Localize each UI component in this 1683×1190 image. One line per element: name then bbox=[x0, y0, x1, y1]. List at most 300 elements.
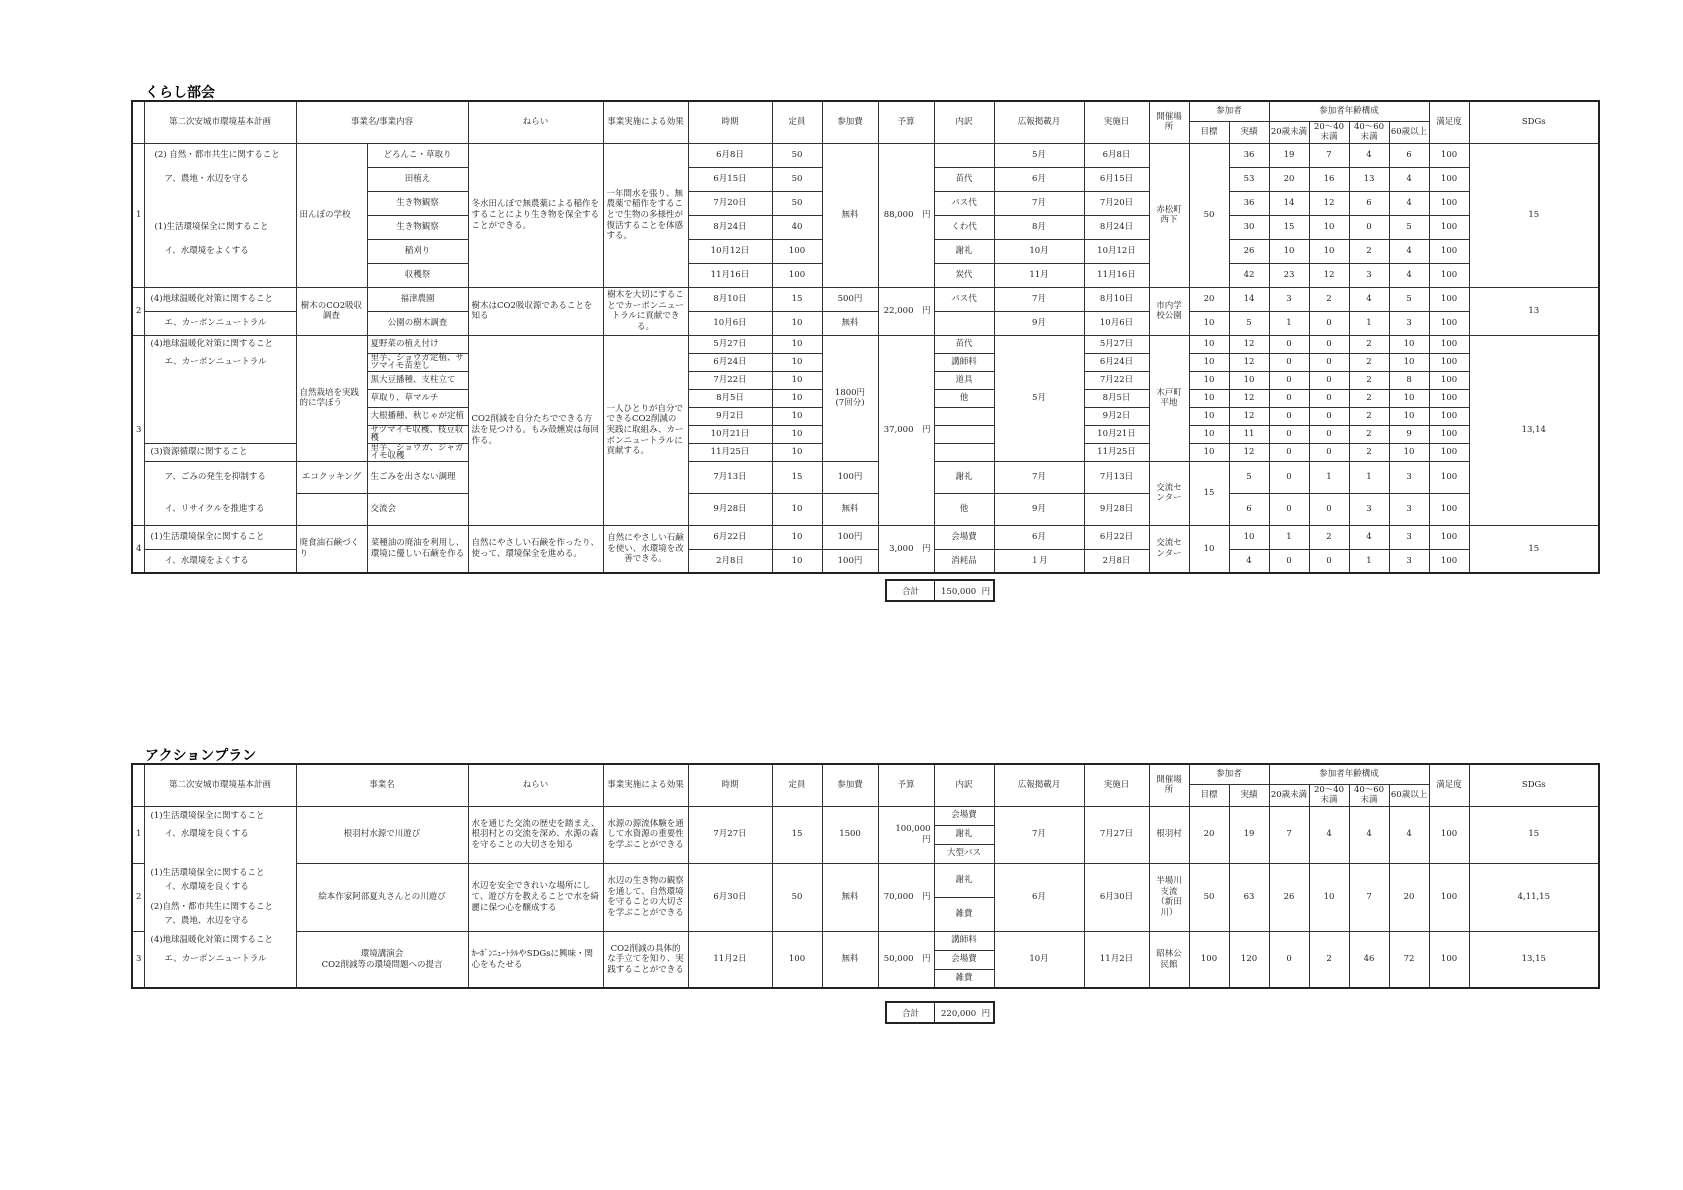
capacity-cell: 50 bbox=[772, 143, 822, 167]
age-cell: 0 bbox=[1269, 353, 1309, 371]
age-cell: 6 bbox=[1349, 191, 1389, 215]
satisfaction-cell: 100 bbox=[1429, 493, 1469, 525]
age-cell: 3 bbox=[1349, 493, 1389, 525]
detail-cell: 消耗品 bbox=[934, 549, 994, 573]
target-cell: 10 bbox=[1189, 371, 1229, 389]
sub-item: 交流会 bbox=[367, 493, 468, 525]
plan-cell: (4)地球温暖化対策に関すること bbox=[144, 335, 296, 353]
target-header: 目標 bbox=[1189, 121, 1229, 143]
total-value: 220,000 円 bbox=[935, 1002, 995, 1023]
age-cell: 1 bbox=[1269, 311, 1309, 335]
capacity-cell: 100 bbox=[772, 931, 822, 988]
age-cell: 4 bbox=[1349, 525, 1389, 549]
target-cell: 50 bbox=[1189, 863, 1229, 931]
section-title-kurashi: くらし部会 bbox=[145, 85, 215, 101]
row-number: 3 bbox=[132, 335, 144, 525]
fee-cell: 1800円 (7回分) bbox=[822, 335, 878, 461]
sdgs-cell: 13,15 bbox=[1469, 931, 1599, 988]
age-cell: 13 bbox=[1349, 167, 1389, 191]
age-cell: 16 bbox=[1309, 167, 1349, 191]
satisfaction-cell: 100 bbox=[1429, 215, 1469, 239]
table-row bbox=[132, 287, 1599, 311]
target-cell: 10 bbox=[1189, 311, 1229, 335]
age-cell: 2 bbox=[1309, 525, 1349, 549]
actual-cell: 6 bbox=[1229, 493, 1269, 525]
period-header: 時期 bbox=[688, 764, 772, 806]
period-cell: 8月10日 bbox=[688, 287, 772, 311]
pr-month-cell: 7月 bbox=[994, 287, 1084, 311]
detail-cell bbox=[934, 311, 994, 335]
budget-header: 予算 bbox=[878, 764, 934, 806]
participants-header: 参加者 bbox=[1189, 764, 1269, 784]
satisfaction-cell: 100 bbox=[1429, 549, 1469, 573]
sdgs-cell: 15 bbox=[1469, 525, 1599, 573]
fee-cell: 1500 bbox=[822, 806, 878, 863]
plan-cell bbox=[144, 371, 296, 389]
plan-cell bbox=[144, 425, 296, 443]
aim-header: ねらい bbox=[468, 101, 603, 143]
effect-cell: 樹木を大切にすることでカーボンニュートラルに貢献できる。 bbox=[603, 287, 688, 335]
project-name: 廃食油石鹸づくり bbox=[296, 525, 367, 573]
plan-line: (1)生活環境保全に関すること bbox=[150, 867, 265, 878]
budget-cell: 88,000 円 bbox=[878, 143, 934, 287]
age-cell: 10 bbox=[1389, 389, 1429, 407]
age-cell: 0 bbox=[1269, 389, 1309, 407]
detail-cell: 謝礼 bbox=[934, 239, 994, 263]
detail-cell: 苗代 bbox=[934, 167, 994, 191]
age-cell: 0 bbox=[1309, 493, 1349, 525]
fee-cell: 100円 bbox=[822, 549, 878, 573]
age-cell: 0 bbox=[1309, 407, 1349, 425]
plan-cell: (3)資源循環に関すること bbox=[144, 443, 296, 461]
period-cell: 7月20日 bbox=[688, 191, 772, 215]
effect-header: 事業実施による効果 bbox=[603, 764, 688, 806]
age-cell: 0 bbox=[1269, 425, 1309, 443]
period-cell: 5月27日 bbox=[688, 335, 772, 353]
place-cell: 木戸町平地 bbox=[1149, 335, 1189, 461]
age-cell: 1 bbox=[1349, 549, 1389, 573]
age-cell: 3 bbox=[1389, 525, 1429, 549]
date-cell: 6月8日 bbox=[1084, 143, 1149, 167]
age-cell: 7 bbox=[1349, 863, 1389, 931]
target-cell: 50 bbox=[1189, 143, 1229, 287]
period-cell: 8月24日 bbox=[688, 215, 772, 239]
period-cell: 11月25日 bbox=[688, 443, 772, 461]
age-cell: 10 bbox=[1389, 353, 1429, 371]
age-cell: 14 bbox=[1269, 191, 1309, 215]
age-cell: 4 bbox=[1389, 263, 1429, 287]
action-total bbox=[885, 1001, 995, 1024]
period-cell: 6月15日 bbox=[688, 167, 772, 191]
age-cell: 4 bbox=[1349, 287, 1389, 311]
place-header: 開催場所 bbox=[1149, 764, 1189, 806]
capacity-cell: 15 bbox=[772, 806, 822, 863]
plan-cell bbox=[144, 263, 296, 287]
place-header: 開催場所 bbox=[1149, 101, 1189, 143]
plan-line: ア、農地、水辺を守る bbox=[164, 916, 249, 927]
plan-cell: エ、カーボンニュートラル bbox=[144, 950, 296, 969]
plan-cell bbox=[144, 897, 296, 931]
age-cell: 2 bbox=[1349, 407, 1389, 425]
sub-item: 黒大豆播種、支柱立て bbox=[367, 371, 468, 389]
plan-cell: (4)地球温暖化対策に関すること bbox=[144, 931, 296, 950]
actual-cell: 12 bbox=[1229, 335, 1269, 353]
fee-cell: 500円 bbox=[822, 287, 878, 311]
sub-item: 収穫祭 bbox=[367, 263, 468, 287]
date-header: 実施日 bbox=[1084, 101, 1149, 143]
age-cell: 4 bbox=[1349, 143, 1389, 167]
age-cell: 1 bbox=[1269, 525, 1309, 549]
target-cell: 15 bbox=[1189, 461, 1229, 525]
satisfaction-cell: 100 bbox=[1429, 461, 1469, 493]
actual-cell: 12 bbox=[1229, 353, 1269, 371]
name-header: 事業名 bbox=[296, 764, 468, 806]
satisfaction-cell: 100 bbox=[1429, 443, 1469, 461]
detail-cell: 謝礼 bbox=[934, 863, 994, 897]
capacity-cell: 10 bbox=[772, 493, 822, 525]
pr-month-cell: 9月 bbox=[994, 311, 1084, 335]
age-cell: 2 bbox=[1349, 335, 1389, 353]
age-cell: 0 bbox=[1269, 461, 1309, 493]
satisfaction-cell: 100 bbox=[1429, 371, 1469, 389]
date-cell: 10月6日 bbox=[1084, 311, 1149, 335]
age-cell: 2 bbox=[1349, 239, 1389, 263]
project-name bbox=[296, 493, 367, 525]
sub-item: 草取り、草マルチ bbox=[367, 389, 468, 407]
age-cell: 0 bbox=[1309, 311, 1349, 335]
date-cell: 5月27日 bbox=[1084, 335, 1149, 353]
capacity-cell: 15 bbox=[772, 461, 822, 493]
date-cell: 10月21日 bbox=[1084, 425, 1149, 443]
total-label: 合計 bbox=[886, 580, 935, 601]
table-row bbox=[132, 143, 1599, 167]
table-row bbox=[132, 525, 1599, 549]
age-cell: 3 bbox=[1389, 461, 1429, 493]
detail-cell: 会場費 bbox=[934, 806, 994, 825]
age-cell: 2 bbox=[1309, 287, 1349, 311]
row-number: 4 bbox=[132, 525, 144, 573]
age-cell: 3 bbox=[1389, 549, 1429, 573]
age-a4-header: 60歳以上 bbox=[1389, 121, 1429, 143]
sub-item: 田植え bbox=[367, 167, 468, 191]
satisfaction-cell: 100 bbox=[1429, 191, 1469, 215]
sub-item: 生き物観察 bbox=[367, 191, 468, 215]
sub-item: 大根播種、秋じゃが定植 bbox=[367, 407, 468, 425]
project-name: 樹木のCO2吸収調査 bbox=[296, 287, 367, 335]
detail-header: 内訳 bbox=[934, 101, 994, 143]
satisfaction-header: 満足度 bbox=[1429, 101, 1469, 143]
pr-month-cell: 7月 bbox=[994, 461, 1084, 493]
age-cell: 10 bbox=[1309, 239, 1349, 263]
age-cell: 10 bbox=[1389, 407, 1429, 425]
aim-cell: 水を通じた交流の歴史を踏まえ、根羽村との交流を深め、水源の森を守ることの大切さを知る bbox=[468, 806, 603, 863]
aim-header: ねらい bbox=[468, 764, 603, 806]
sdgs-header: SDGs bbox=[1469, 101, 1599, 143]
row-number: 1 bbox=[132, 143, 144, 287]
detail-cell: バス代 bbox=[934, 191, 994, 215]
detail-cell: 雑費 bbox=[934, 897, 994, 931]
effect-cell: 水源の源流体験を通して水資源の重要性を学ぶことができる bbox=[603, 806, 688, 863]
budget-cell: 50,000 円 bbox=[878, 931, 934, 988]
effect-cell: 水辺の生き物の観察を通して、自然環境を守ることの大切さを学ぶことができる bbox=[603, 863, 688, 931]
pr-month-cell: 7月 bbox=[994, 806, 1084, 863]
kurashi-total bbox=[885, 579, 995, 602]
target-cell: 100 bbox=[1189, 931, 1229, 988]
fee-cell: 100円 bbox=[822, 525, 878, 549]
detail-header: 内訳 bbox=[934, 764, 994, 806]
capacity-cell: 100 bbox=[772, 239, 822, 263]
satisfaction-cell: 100 bbox=[1429, 167, 1469, 191]
budget-cell: 100,000 円 bbox=[878, 806, 934, 863]
age-cell: 1 bbox=[1349, 311, 1389, 335]
place-cell: 市内学校公園 bbox=[1149, 287, 1189, 335]
detail-cell: 炭代 bbox=[934, 263, 994, 287]
place-cell: 交流センター bbox=[1149, 461, 1189, 525]
period-cell: 2月8日 bbox=[688, 549, 772, 573]
pr-month-cell: 6月 bbox=[994, 167, 1084, 191]
age-cell: 2 bbox=[1349, 353, 1389, 371]
age-header: 参加者年齢構成 bbox=[1269, 101, 1429, 121]
row-number: 1 bbox=[132, 806, 144, 863]
detail-cell: 道具 bbox=[934, 371, 994, 389]
target-cell: 10 bbox=[1189, 389, 1229, 407]
effect-cell: 一年間水を張り、無農薬で稲作をすることで生物の多様性が復活することを体感する。 bbox=[603, 143, 688, 287]
age-cell: 4 bbox=[1389, 806, 1429, 863]
age-cell: 0 bbox=[1309, 549, 1349, 573]
section-title-action-plan: アクションプラン bbox=[145, 748, 257, 764]
plan-cell bbox=[144, 389, 296, 407]
sdgs-cell: 15 bbox=[1469, 806, 1599, 863]
date-cell: 8月10日 bbox=[1084, 287, 1149, 311]
date-cell: 7月20日 bbox=[1084, 191, 1149, 215]
age-cell: 5 bbox=[1389, 215, 1429, 239]
age-cell: 8 bbox=[1389, 371, 1429, 389]
age-cell: 0 bbox=[1269, 371, 1309, 389]
detail-cell bbox=[934, 407, 994, 425]
plan-header: 第二次安城市環境基本計画 bbox=[144, 764, 296, 806]
fee-header: 参加費 bbox=[822, 101, 878, 143]
age-cell: 0 bbox=[1269, 931, 1309, 988]
detail-cell: 大型バス bbox=[934, 844, 994, 863]
project-name: エコクッキング bbox=[296, 461, 367, 493]
pr-month-header: 広報掲載月 bbox=[994, 101, 1084, 143]
age-cell: 0 bbox=[1309, 335, 1349, 353]
age-cell: 3 bbox=[1389, 311, 1429, 335]
table-row bbox=[132, 493, 1599, 525]
satisfaction-cell: 100 bbox=[1429, 335, 1469, 353]
age-cell: 10 bbox=[1389, 335, 1429, 353]
budget-cell: 70,000 円 bbox=[878, 863, 934, 931]
plan-cell: (1)生活環境保全に関すること bbox=[144, 525, 296, 549]
satisfaction-cell: 100 bbox=[1429, 407, 1469, 425]
aim-cell: CO2削減を自分たちでできる方法を見つける。もみ殻燻炭は毎回作る。 bbox=[468, 335, 603, 525]
actual-cell: 36 bbox=[1229, 143, 1269, 167]
satisfaction-cell: 100 bbox=[1429, 806, 1469, 863]
satisfaction-cell: 100 bbox=[1429, 353, 1469, 371]
project-name: 根羽村水源で川遊び bbox=[296, 806, 468, 863]
capacity-cell: 40 bbox=[772, 215, 822, 239]
budget-cell: 37,000 円 bbox=[878, 335, 934, 525]
age-a2-header: 20～40未満 bbox=[1309, 784, 1349, 806]
participants-header: 参加者 bbox=[1189, 101, 1269, 121]
capacity-cell: 10 bbox=[772, 389, 822, 407]
plan-cell bbox=[144, 407, 296, 425]
date-cell: 2月8日 bbox=[1084, 549, 1149, 573]
period-cell: 8月5日 bbox=[688, 389, 772, 407]
actual-cell: 14 bbox=[1229, 287, 1269, 311]
age-cell: 2 bbox=[1349, 443, 1389, 461]
detail-cell bbox=[934, 443, 994, 461]
actual-cell: 36 bbox=[1229, 191, 1269, 215]
age-cell: 23 bbox=[1269, 263, 1309, 287]
actual-cell: 5 bbox=[1229, 461, 1269, 493]
capacity-header: 定員 bbox=[772, 764, 822, 806]
date-cell: 11月25日 bbox=[1084, 443, 1149, 461]
aim-cell: 自然にやさしい石鹸を作ったり、使って、環境保全を進める。 bbox=[468, 525, 603, 573]
detail-cell: 苗代 bbox=[934, 335, 994, 353]
capacity-cell: 10 bbox=[772, 443, 822, 461]
age-cell: 10 bbox=[1309, 215, 1349, 239]
actual-cell: 19 bbox=[1229, 806, 1269, 863]
age-cell: 0 bbox=[1349, 215, 1389, 239]
plan-line: イ、水環境を良くする bbox=[164, 882, 249, 893]
period-cell: 6月22日 bbox=[688, 525, 772, 549]
actual-header: 実績 bbox=[1229, 121, 1269, 143]
project-name: 田んぼの学校 bbox=[296, 143, 367, 287]
sub-item: 里芋、ショウガ、ジャガイモ収穫 bbox=[367, 443, 468, 461]
age-cell: 0 bbox=[1309, 443, 1349, 461]
satisfaction-cell: 100 bbox=[1429, 263, 1469, 287]
aim-cell: 水辺を安全できれいな場所にして、遊び方を教えることで水を綺麗に保つ心を醸成する bbox=[468, 863, 603, 931]
age-cell: 0 bbox=[1309, 425, 1349, 443]
satisfaction-cell: 100 bbox=[1429, 239, 1469, 263]
date-cell: 10月12日 bbox=[1084, 239, 1149, 263]
aim-cell: 冬水田んぼで無農薬による稲作をすることにより生き物を保全することができる。 bbox=[468, 143, 603, 287]
age-cell: 46 bbox=[1349, 931, 1389, 988]
name-header: 事業名/事業内容 bbox=[296, 101, 468, 143]
satisfaction-cell: 100 bbox=[1429, 425, 1469, 443]
pr-month-cell: 9月 bbox=[994, 493, 1084, 525]
row-number: 2 bbox=[132, 287, 144, 335]
sub-item: 生き物観察 bbox=[367, 215, 468, 239]
actual-cell: 120 bbox=[1229, 931, 1269, 988]
satisfaction-cell: 100 bbox=[1429, 525, 1469, 549]
age-cell: 12 bbox=[1309, 263, 1349, 287]
date-cell: 11月16日 bbox=[1084, 263, 1149, 287]
capacity-cell: 50 bbox=[772, 863, 822, 931]
age-cell: 7 bbox=[1309, 143, 1349, 167]
actual-cell: 53 bbox=[1229, 167, 1269, 191]
age-cell: 0 bbox=[1269, 549, 1309, 573]
plan-cell bbox=[144, 844, 296, 863]
plan-cell: エ、カーボンニュートラル bbox=[144, 311, 296, 335]
date-cell: 8月24日 bbox=[1084, 215, 1149, 239]
satisfaction-cell: 100 bbox=[1429, 389, 1469, 407]
project-name: 環境講演会 CO2削減等の環境問題への提言 bbox=[296, 931, 468, 988]
capacity-cell: 10 bbox=[772, 425, 822, 443]
target-header: 目標 bbox=[1189, 784, 1229, 806]
pr-month-cell: 6月 bbox=[994, 525, 1084, 549]
date-cell: 9月28日 bbox=[1084, 493, 1149, 525]
date-cell: 7月27日 bbox=[1084, 806, 1149, 863]
sub-item: 稲刈り bbox=[367, 239, 468, 263]
effect-cell: CO2削減の具体的な手立てを知り、実践することができる bbox=[603, 931, 688, 988]
period-cell: 7月27日 bbox=[688, 806, 772, 863]
actual-cell: 30 bbox=[1229, 215, 1269, 239]
capacity-cell: 10 bbox=[772, 549, 822, 573]
actual-cell: 12 bbox=[1229, 407, 1269, 425]
age-cell: 0 bbox=[1309, 371, 1349, 389]
age-cell: 19 bbox=[1269, 143, 1309, 167]
actual-header: 実績 bbox=[1229, 784, 1269, 806]
aim-cell: ｶｰﾎﾞﾝﾆｭｰﾄﾗﾙやSDGsに興味・関心をもたせる bbox=[468, 931, 603, 988]
actual-cell: 12 bbox=[1229, 443, 1269, 461]
project-name: 絵本作家阿部夏丸さんとの川遊び bbox=[296, 863, 468, 931]
project-name: 自然栽培を実践的に学ぼう bbox=[296, 335, 367, 461]
row-no-header bbox=[132, 101, 144, 143]
age-cell: 10 bbox=[1389, 443, 1429, 461]
sdgs-cell: 13 bbox=[1469, 287, 1599, 335]
budget-cell: 22,000 円 bbox=[878, 287, 934, 335]
actual-cell: 26 bbox=[1229, 239, 1269, 263]
capacity-cell: 10 bbox=[772, 407, 822, 425]
table-row bbox=[132, 863, 1599, 897]
satisfaction-cell: 100 bbox=[1429, 311, 1469, 335]
actual-cell: 63 bbox=[1229, 863, 1269, 931]
sub-item: どろんこ・草取り bbox=[367, 143, 468, 167]
age-cell: 0 bbox=[1269, 335, 1309, 353]
effect-cell: 自然にやさしい石鹸を使い、水環境を改善できる。 bbox=[603, 525, 688, 573]
actual-cell: 10 bbox=[1229, 525, 1269, 549]
satisfaction-cell: 100 bbox=[1429, 143, 1469, 167]
date-cell: 7月22日 bbox=[1084, 371, 1149, 389]
age-cell: 0 bbox=[1269, 407, 1309, 425]
period-cell: 6月8日 bbox=[688, 143, 772, 167]
pr-month-cell: １月 bbox=[994, 549, 1084, 573]
detail-cell: 会場費 bbox=[934, 525, 994, 549]
place-cell: 根羽村 bbox=[1149, 806, 1189, 863]
date-header: 実施日 bbox=[1084, 764, 1149, 806]
table-row bbox=[132, 461, 1599, 493]
effect-header: 事業実施による効果 bbox=[603, 101, 688, 143]
fee-header: 参加費 bbox=[822, 764, 878, 806]
pr-month-cell: 8月 bbox=[994, 215, 1084, 239]
date-cell: 8月5日 bbox=[1084, 389, 1149, 407]
age-header: 参加者年齢構成 bbox=[1269, 764, 1429, 784]
age-cell: 2 bbox=[1349, 425, 1389, 443]
plan-cell bbox=[144, 969, 296, 988]
age-a2-header: 20～40未満 bbox=[1309, 121, 1349, 143]
target-cell: 10 bbox=[1189, 335, 1229, 353]
pr-month-header: 広報掲載月 bbox=[994, 764, 1084, 806]
period-header: 時期 bbox=[688, 101, 772, 143]
satisfaction-cell: 100 bbox=[1429, 931, 1469, 988]
date-cell: 6月24日 bbox=[1084, 353, 1149, 371]
pr-month-cell: 11月 bbox=[994, 263, 1084, 287]
plan-cell bbox=[144, 191, 296, 215]
sub-item: サツマイモ収穫、枝豆収穫 bbox=[367, 425, 468, 443]
row-no-header bbox=[132, 764, 144, 806]
detail-cell: 雑費 bbox=[934, 969, 994, 988]
action-plan-table bbox=[131, 763, 1600, 989]
age-cell: 4 bbox=[1389, 191, 1429, 215]
age-cell: 0 bbox=[1309, 353, 1349, 371]
plan-cell: エ、カーボンニュートラル bbox=[144, 353, 296, 371]
table-row bbox=[132, 806, 1599, 825]
age-cell: 3 bbox=[1349, 263, 1389, 287]
sub-item: 菜種油の廃油を利用し、環境に優しい石鹸を作る bbox=[367, 525, 468, 573]
budget-header: 予算 bbox=[878, 101, 934, 143]
